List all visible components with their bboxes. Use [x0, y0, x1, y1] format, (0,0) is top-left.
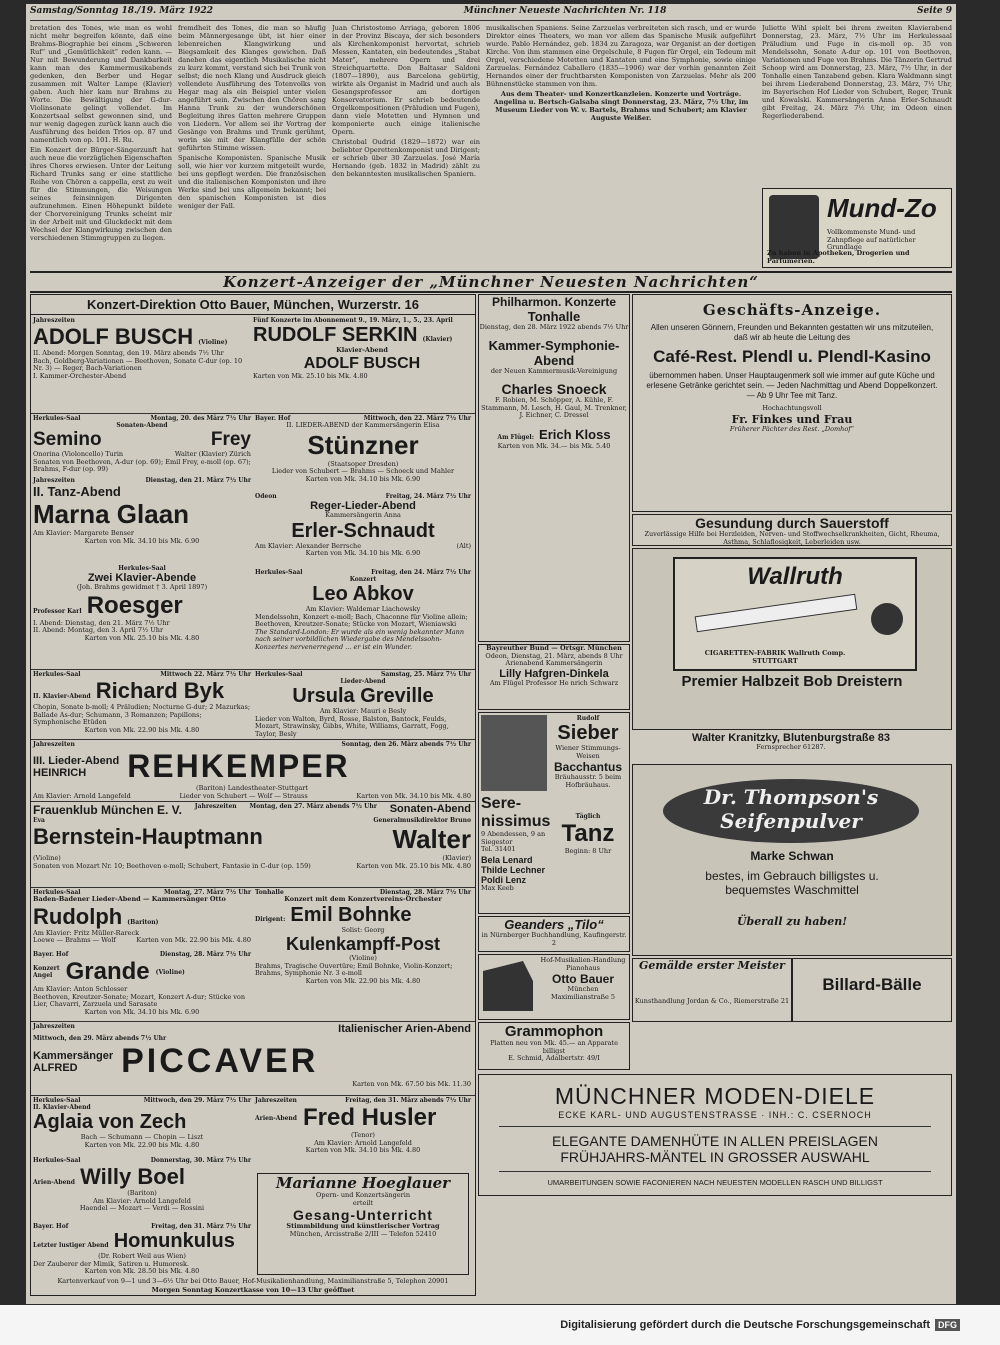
performer-name: Grande [65, 958, 150, 985]
offers-label: erteilt [352, 1198, 374, 1207]
grammophon-ad [478, 1022, 630, 1070]
grande-ad [33, 951, 251, 1017]
event-type: Lieder-Abend [340, 678, 386, 685]
phone: Tel. 31401 [481, 845, 516, 853]
article-column-3 [332, 24, 480, 268]
pianist-name: Erich Kloss [539, 426, 611, 442]
brand-name: Wallruth [747, 563, 843, 590]
venue: Bayer. Hof [255, 415, 291, 422]
price: Karten von Mk. 34.10 bis Mk. 6.90 [305, 474, 421, 483]
event-type: Konzert mit dem Konzertvereins-Orchester [284, 895, 442, 903]
phone: Fernsprecher 61287. [756, 743, 826, 751]
instrument: (Violine) [155, 968, 185, 976]
price: Platten neu von Mk. 45.— an Apparate billigst [490, 1039, 618, 1055]
performer-name: Semino [33, 429, 102, 450]
event-date: Dienstag, den 21. März 7½ Uhr [145, 477, 251, 484]
article-text: Aus dem Theater- und Konzertkanzleien. Konzerte und Vorträge. Angelina u. Bertsch-Galsaba singt Donnerstag, 23. März, 7½ Uhr, im Museum Lieder von W. v. Bartels, Brahms und Schubert; am Klavier Auguste Weißer. [493, 90, 749, 122]
conductor-label: Dirigent: [255, 915, 286, 923]
performer-name: Sieber [557, 722, 619, 744]
event-type: Tanz [561, 820, 615, 847]
performer-name: REHKEMPER [127, 748, 350, 784]
abkov-ad [255, 569, 471, 665]
soloist-name: Kulenkampff-Post [285, 934, 440, 954]
performer-name: ADOLF BUSCH [303, 354, 421, 372]
performer-name: Bernstein-Hauptmann [33, 824, 263, 849]
performer-title: Kammersänger [33, 1049, 114, 1062]
bacchantus-ad [478, 712, 630, 914]
event-type: II. Klavier-Abend [33, 693, 91, 700]
voice-type: (Alt) [456, 541, 471, 550]
event-date: Freitag, 24. März 7½ Uhr [385, 493, 471, 500]
lesson-details: Stimmbildung und künstlerischer Vortrag [286, 1222, 440, 1230]
performer-name: Poldi Lenz [481, 875, 526, 885]
instrument: (Violine) [349, 954, 377, 962]
performer-name: Homunkulus [113, 1230, 235, 1252]
performer-title: Kammersängerin Anna [325, 511, 401, 519]
serenade-illustration-icon [481, 715, 547, 791]
issue-date: Samstag/Sonntag 18./19. März 1922 [30, 6, 214, 16]
ad-title: Gesundung durch Sauerstoff [695, 515, 889, 531]
venue: Herkules-Saal [33, 1097, 81, 1104]
product-lines: Premier Halbzeit Bob Dreistern [681, 673, 903, 690]
event-type: Arien-Abend [255, 1114, 297, 1122]
mundzo-ad [762, 188, 952, 268]
rehkemper-ad [33, 741, 471, 800]
announcement-text: übernommen haben. Unser Hauptaugenmerk soll wie immer auf gute Küche und erlesene Getränke gerichtet sein. — Jeden Nachmittag und Abend Doppelkonzert. — Ab 9 Uhr Tee mit Tanz. [646, 371, 938, 400]
accompanist: Am Klavier: Waldemar Liachowsky [305, 605, 421, 613]
newspaper-name: Münchner Neueste Nachrichten Nr. 118 [463, 6, 667, 16]
accompanist: Am Klavier: Arnold Langefeld [33, 791, 131, 800]
accompanist: Am Klavier: Alexander Berrsche [255, 541, 362, 550]
event-type: III. Lieder-Abend [33, 754, 120, 767]
event-info: II. Abend: Montag, den 3. April 7½ Uhr [33, 626, 164, 634]
event-type: Letzter lustiger Abend [33, 1242, 109, 1249]
homunkulus-ad [33, 1223, 251, 1275]
box-office-info: Morgen Sonntag Konzertkasse von 10—13 Uhr geöffnet [151, 1285, 355, 1294]
dfg-logo-icon: DFG [935, 1319, 960, 1331]
shop-type: Hof-Musikalien-Handlung Pianohaus [540, 956, 626, 972]
performer-first-name: Rudolf [576, 715, 600, 722]
conductor-name: Charles Snoeck [501, 381, 607, 397]
glaan-ad [33, 477, 251, 561]
performer-name: Leo Abkov [312, 583, 414, 605]
event-type: Sonaten-Abend [389, 803, 471, 815]
manufacturer: CIGARETTEN-FABRIK Wallruth Comp. STUTTGART [704, 649, 846, 665]
bohnke-ad [255, 889, 471, 1017]
venue: Herkules-Saal [33, 671, 81, 678]
stuenzner-ad [255, 415, 471, 489]
event-date: Freitag, den 24. März 7½ Uhr [371, 569, 471, 576]
accompanist: Am Klavier: Fritz Müller-Rareck [33, 928, 140, 937]
event-date: Freitag, den 31. März abends 7½ Uhr [345, 1097, 471, 1104]
performer-name: PICCAVER [121, 1042, 319, 1080]
venue: Jahreszeiten [33, 741, 75, 748]
article-text: Juliette Wihl spielt bei ihrem zweiten Klavierabend Donnerstag, 23. März, 7½ Uhr im Herkulessaal Präludium und Fuge in cis-moll op. 35 von Mendelssohn, Sonate A-dur op. 101 von Beethoven, Variationen und Fuge von Brahms. Die Tänzerin Gertrud Schoop wird am Donnerstag, 23. März, 7½ Uhr, in der Tonhalle einen Tanzabend geben. Klara Waldmann singt bei ihrem Liederabend Donnerstag, 23. März, 7½ Uhr, im Bayerischen Hof Lieder von Schubert, Reger, Trunk und Kowalski. Kammersängerin Anna Erler-Schnaudt gibt Freitag, 24. März 7½ Uhr, im Odeon einen Regerliederabend. [762, 24, 952, 120]
organizer: Frauenklub München E. V. [33, 803, 182, 817]
event-date: Samstag, 25. März 7½ Uhr [381, 671, 471, 678]
performer-name: ADOLF BUSCH [33, 324, 194, 349]
mundzo-availability: Zu haben in Apotheken, Drogerien und Parfümerien. [767, 249, 910, 265]
performer-name: Marna Glaan [33, 499, 190, 529]
performer-name: Max Keeb [481, 884, 514, 892]
performer-name: RUDOLF SERKIN [253, 324, 418, 346]
offer-line: FRÜHJAHRS-MÄNTEL IN GROSSER AUSWAHL [560, 1149, 870, 1165]
performer-name: Roesger [86, 591, 183, 619]
event-date: Montag, 20. des März 7½ Uhr [150, 415, 251, 422]
event-date: Freitag, den 31. März 7½ Uhr [151, 1223, 251, 1230]
business-announcement-ad [632, 294, 952, 512]
product-name: Grammophon [504, 1023, 604, 1040]
article-text: Christobal Oudrid (1829—1872) war ein beliebter Operettenkomponist und Dirigent; er schrieb über 30 Zarzuelas. José María Hernando (geb. 1832 in Madrid) zählt zu den bekanntesten musikalischen Spaniern. [332, 138, 480, 178]
venue: Jahreszeiten [33, 1023, 75, 1030]
greville-ad [255, 671, 471, 738]
hoeglauer-ad [257, 1173, 469, 1275]
performer-name: Stünzner [307, 429, 419, 460]
ensemble: der Neuen Kammermusik-Vereinigung [490, 366, 618, 375]
digitization-footer [0, 1305, 1000, 1345]
wallruth-cigarette-ad [632, 548, 952, 730]
event-type: Zwei Klavier-Abende [87, 572, 197, 584]
venue: Jahreszeiten [33, 317, 75, 324]
husler-ad [255, 1097, 471, 1167]
performer-info: (Dr. Robert Weil aus Wien) [98, 1252, 186, 1260]
event-type: Klavier-Abend [336, 346, 388, 354]
article-column-4 [486, 24, 756, 268]
price: Karten von Mk. 25.10 bis Mk. 4.80 [84, 633, 200, 642]
program: Haendel — Mozart — Verdi — Rossini [79, 1204, 205, 1212]
address: Kunsthandlung Jordan & Co., Riemerstraße 21 [634, 997, 790, 1005]
event-date: Dienstag, 28. März 7½ Uhr [379, 889, 471, 896]
venue: Bayer. Hof [33, 1223, 69, 1230]
event-type: Arien-Abend [33, 1179, 75, 1186]
event-date: Odeon, Dienstag, 21. März, abends 8 Uhr [485, 651, 623, 660]
running-header [30, 6, 952, 21]
voice-type: (Bariton) [127, 918, 159, 926]
mundzo-tagline: Vollkommenste Mund- und Zahnpflege auf natürlicher Grundlage [827, 228, 916, 251]
article-text: Ein Konzert der Bürger-Sängerzunft hat auch neue die vorzüglichen Eigenschaften ihres Chores erwiesen. Unter der Leitung Richard Trunks sang er eine stattliche Reihe von Chören a cappella, erst zu weit für die Stimmungen, die Weisungen seines feinsinnigen Dirigenten aufzunehmen. Einen Höhepunkt bildete der Chorvereinigung Trunks scheint mir in der Arbeit mit und Gluckdeckt mit dem Wechsel der Klangwirkung zwischen den verschiedenen Stimmgruppen zu liegen. [30, 146, 172, 242]
proprietor-name: Fr. Finkes und Frau [731, 412, 853, 426]
byk-ad [33, 671, 251, 735]
price: Karten von Mk. 67.50 bis Mk. 11.30 [352, 1080, 471, 1088]
price: Karten von Mk. 28.50 bis Mk. 4.80 [84, 1267, 200, 1275]
paintings-ad [632, 958, 792, 1022]
busch-ad [33, 317, 251, 409]
announcement-text: Allen unseren Gönnern, Freunden und Bekannten gestatten wir uns mitzuteilen, daß wir ab heute die Leitung des [650, 323, 934, 342]
performer-name: Erler-Schnaudt [291, 519, 435, 542]
price: Karten von Mk. 25.10 bis Mk. 4.80 [253, 371, 368, 380]
program: Bach — Schumann — Chopin — Liszt [80, 1133, 204, 1141]
newspaper-page [26, 4, 956, 1304]
article-text: Juan Christostomo Arriaga, geboren 1806 in der Provinz Biscaya, der sich besonders als Kirchenkomponist hervortat, schrieb Messen, Kantaten, ein bedeutendes „Stabat Mater“, mehrere Opern und drei Streichquartette. Don Baltasar Saldoni (1807—1890), aus Barcelona gebürtig, wirkte als Organist in Madrid und auch als Gesangsprofessor am dortigen Konservatorium. Er schrieb bedeutende Orgelkompositionen (Präludien und Fugen), dann viele Motetten und Hymnen und komponierte auch einige italienische Opern. [332, 24, 480, 136]
shop-name: MÜNCHNER MODEN-DIELE [554, 1083, 876, 1109]
performer-name: Aglaia von Zech [33, 1111, 187, 1133]
venue: Herkules-Saal [118, 565, 166, 572]
performer-info: Onorina (Violoncello) Turin [33, 450, 124, 458]
tagline: Der Zauberer der Mimik, Satiren u. Humoresk. [33, 1259, 189, 1268]
price: Karten von Mk. 34.— bis Mk. 5.40 [497, 441, 611, 450]
instrument: (Violine) [198, 339, 228, 346]
voice-type: (Tenor) [351, 1131, 375, 1139]
frauenklub-ad [33, 803, 471, 883]
venue: Bayer. Hof [33, 951, 69, 958]
performer-name: Lilly Hafgren-Dinkela [499, 667, 609, 680]
ticket-sales-info: Kartenverkauf von 9—1 und 3—6½ Uhr bei Otto Bauer, Hof-Musikalienhandlung, Maximilianstraße 5, Telephon 20901 [57, 1276, 449, 1285]
concert-announcements-title: Konzert-Anzeiger der „Münchner Neuesten Nachrichten“ [30, 271, 952, 293]
performer-first-name: Eva [33, 817, 45, 824]
instrument: (Violine) [33, 854, 61, 862]
closing: Hochachtungsvoll [762, 404, 822, 412]
oxygen-therapy-ad [632, 514, 952, 546]
billiard-ad [792, 958, 952, 1022]
program: Loewe — Brahms — Wolf [33, 936, 116, 944]
program: Chopin, Sonate b-moll; 4 Präludien; Nocturne G-dur; 2 Mazurkas; Ballade As-dur; Schumann, 3 Romanzen; Papillons; Symphonische Etüden [33, 703, 251, 726]
venue: Herkules-Saal [33, 415, 81, 422]
venue: Herkules-Saal [255, 671, 303, 678]
event-type: Arienabend Kammersängerin [505, 659, 603, 667]
event-type: Konzert [33, 965, 60, 972]
accompanist: Am Flügel Professor He nrich Schwarz [489, 678, 619, 687]
article-text: bretation des Tones, wie man es wohl nicht mehr begreifen könnte, daß eine Brahms-Biographie bei einem „Schweren Ruf“ und „Gemütlichkeit“ reden kann. — Nur mit Bewunderung und Dankbarkeit kann man des Kammermusikabends gedenken, den Berber und Hegar zusammen mit Walter Lampe (Klavier) gaben. Auch hier kam nur Brahms zu Worte. Die Bewältigung der G-dur-Violinsonate gelingt vollendet. Im Konzertsaal selbst gewonnen sind, und nur wenig dagegen zurück kann auch die Ausführung des beiden Trios op. 87 und namentlich von op. 101. H. Ru. [30, 24, 172, 144]
event-type: Italienischer Arien-Abend [338, 1023, 471, 1035]
cigarette-icon [695, 594, 858, 632]
performer-name: Bela Lenard [481, 855, 533, 865]
accompanist: Am Klavier: Arnold Langefeld [314, 1138, 412, 1147]
piano-label: Am Flügel: [497, 433, 534, 441]
performer-info: Walter (Klavier) Zürich [174, 450, 251, 458]
event-type: Sonaten-Abend [116, 422, 168, 429]
serkin-ad [253, 317, 471, 409]
program: Brahms, Tragische Ouvertüre; Emil Bohnke, Violin-Konzert; Brahms, Symphonie Nr. 3 e-moll [255, 961, 453, 977]
price: Karten von Mk. 25.10 bis Mk. 4.80 [356, 861, 471, 870]
voice-type: (Bariton) [127, 1189, 157, 1197]
venue: Herkules-Saal [33, 889, 81, 896]
proprietor-info: Früherer Pächter des Rest. „Domhof“ [729, 424, 855, 433]
program: Sonaten von Mozart Nr. 10; Beethoven e-moll; Schubert, Fantasie in C-dur (op. 159) [33, 861, 311, 870]
address: E. Schmid, Adalbertstr. 49/I [508, 1054, 600, 1062]
performer-name: Thilde Lechner [481, 865, 546, 875]
moden-diele-ad [478, 1074, 952, 1196]
accompanist: Am Klavier: Margarete Benser [33, 529, 134, 537]
price: Karten von Mk. 34.10 bis Mk. 4.80 [356, 791, 471, 800]
series-title: Philharmon. Konzerte [491, 295, 616, 309]
organizer: Bayreuther Bund — Ortsgr. München [486, 644, 622, 652]
product-name: Billard-Bälle [822, 975, 922, 994]
address: in Nürnberger Buchhandlung, Kaufingerstr. 2 [481, 931, 627, 947]
grand-piano-icon [483, 961, 533, 1011]
program: Bach, Goldberg-Variationen — Beethoven, Sonate C-dur (op. 10 Nr. 3) — Reger, Bach-Variationen [33, 356, 243, 372]
conductor-name: Emil Bohnke [290, 903, 412, 926]
performer-name: Ursula Greville [292, 685, 434, 707]
kranitzky-ad [632, 732, 950, 762]
event-date: Mittwoch, den 29. März abends 7½ Uhr [33, 1035, 167, 1042]
address: München Maximilianstraße 5 [550, 985, 616, 1001]
event-info: 9 Abendessen, 9 an Siegestor [481, 830, 546, 846]
performers: F. Robien, M. Schöpper, A. Kühle, F. Stammann, M. Lesch, H. Gaul, M. Trenkner, J. Eichner, C. Dressel [481, 396, 627, 419]
teacher-title: Opern- und Konzertsängerin [315, 1191, 411, 1199]
performer-name: Fred Husler [303, 1104, 437, 1131]
event-type: Baden-Badener Lieder-Abend — Kammersänger Otto [33, 895, 226, 903]
program: Mendelssohn, Konzert e-moll; Bach, Chaconne für Violine allein; Beethoven, Kreutzer-Sonate; Stücke von Mozart, Wieniawski [255, 612, 468, 628]
instrument: (Klavier) [422, 336, 453, 343]
performer-name: Walter [392, 824, 471, 854]
erler-schnaudt-ad [255, 493, 471, 565]
event-date: Mittwoch, den 29. März 7½ Uhr [143, 1097, 251, 1104]
event-date: Montag, den 27. März abends 7½ Uhr [249, 803, 377, 810]
soloist-label: Solist: Georg [341, 925, 385, 934]
schedule: Täglich [575, 813, 601, 820]
product-name: Geanders „Tilo“ [504, 917, 604, 932]
event-type: Konzert [349, 576, 377, 583]
instrument: (Klavier) [442, 854, 471, 862]
performer-first-name: HEINRICH [33, 766, 87, 779]
performer-first-name: ALFRED [33, 1061, 78, 1074]
address: München, Arcisstraße 2/III — Telefon 52410 [289, 1229, 437, 1238]
event-type: II. Tanz-Abend [33, 484, 121, 499]
teacher-name: Marianne Hoeglauer [275, 1174, 451, 1192]
page-number: Seite 9 [917, 6, 952, 16]
event-date: Dienstag, 28. März 7½ Uhr [159, 951, 251, 958]
concert-direction-title: Konzert-Direktion Otto Bauer, München, Wurzerstr. 16 [31, 295, 475, 315]
program: Lieder von Schubert — Wolf — Strauss [179, 791, 308, 800]
program-title: Sere-nissimus [481, 795, 551, 830]
event-type: II. LIEDER-ABEND der Kammersängerin Elisa [286, 421, 440, 429]
business-name: Walter Kranitzky, Blutenburgstraße 83 [691, 732, 891, 744]
venue: Jahreszeiten [33, 477, 75, 484]
venue: Jahreszeiten [255, 1097, 297, 1104]
price: Karten von Mk. 34.10 bis Mk. 6.90 [305, 549, 421, 557]
venue: Tonhalle [255, 889, 284, 896]
accompanist: Am Klavier: Mauri e Besly [319, 707, 407, 715]
event-date: Sonntag, den 26. März abends 7½ Uhr [341, 741, 471, 748]
article-text: Spanische Komponisten. Spanische Musik soll, wie hier vor kurzem mitgeteilt wurde, bei uns gepflegt werden. Die französischen und die italienischen Komponisten und ihre Werke sind bei uns allgemein bekannt; bei den spanischen Komponisten ist dies weniger der Fall. [178, 154, 326, 210]
seal-icon [871, 603, 903, 635]
event-date: Dienstag, den 28. März 1922 abends 7½ Uhr [479, 323, 629, 331]
event-type: Kammer-Symphonie-Abend [488, 337, 620, 368]
event-date: Mittwoch, den 22. März 7½ Uhr [363, 415, 471, 422]
event-type: II. Klavier-Abend [33, 1104, 91, 1111]
event-info: Beginn: 8 Uhr [564, 847, 612, 855]
event-date: Mittwoch 22. März 7½ Uhr [160, 671, 251, 678]
brand-mark: Marke Schwan [750, 849, 834, 863]
event-type: Reger-Lieder-Abend [310, 500, 416, 512]
event-info: I. Kammer-Orchester-Abend [33, 371, 127, 380]
price: Karten von Mk. 22.90 bis Mk. 4.80 [136, 936, 251, 944]
address: ECKE KARL- UND AUGUSTENSTRASSE · INH.: C. CSERNOCH [558, 1110, 872, 1120]
ad-title: Gemälde erster Meister [639, 959, 785, 972]
semino-frey-ad [33, 415, 251, 473]
ad-text: Zuverlässige Hilfe bei Herzleiden, Nerven- und Stoffwechselkrankheiten, Gicht, Rheuma, Asthma, Schlaflosigkeit, Leberleiden usw. [644, 530, 940, 546]
shop-name: Otto Bauer [551, 972, 614, 986]
press-quote: The Standard-London: Er wurde als ein wenig bekannter Mann nach seiner vorbildlichen Wiedergabe des Mendelssohn-Konzertes nervenerregend ... er ist ein Wunder. [255, 627, 465, 651]
price: Karten von Mk. 34.10 bis Mk. 6.90 [84, 1007, 200, 1016]
venue: Herkules-Saal [255, 569, 303, 576]
event-info: II. Abend: Morgen Sonntag, den 19. März abends 7½ Uhr [33, 349, 224, 357]
restaurant-name: Café-Rest. Plendl u. Plendl-Kasino [653, 347, 931, 366]
performer-info: (Staatsoper Dresden) [327, 459, 399, 468]
roesger-ad [33, 565, 251, 665]
rudolph-ad [33, 889, 251, 947]
accompanist: Am Klavier: Anton Schlosser [33, 985, 128, 993]
boel-ad [33, 1157, 251, 1219]
venue: Herkules-Saal [33, 1157, 81, 1164]
geanders-ad [478, 916, 630, 952]
article-text: musikalischen Spaniens. Seine Zarzuelas verbreiteten sich rasch, und er wurde Direktor eines Theaters, wo man vor allem das Spanische Musik aufgeführt wurde. Pablo Hernández, geb. 1834 zu Zaragoza, war Organist an der dortigen Kirche. Von ihm stammen eine Orgelschule, 8 Fugen für Orgel, ein Tedeum mit Orgel, verschiedene Motetten und Kantaten und eine Symphonie, sowie einige Zarzuelas. Fernández Caballero (1835—1906) war der vorhin genannten Zeit Hernandos einer der fruchtbarsten Komponisten von Zarzuelas. Mehr als 200 Bühnenstücke stammen von ihm. [486, 24, 756, 88]
venue: Odeon [255, 493, 277, 500]
brand-name: Dr. Thompson's Seifenpulver [703, 785, 879, 833]
piano-shop-ad [478, 954, 630, 1020]
zech-ad [33, 1097, 251, 1153]
accompanist: Am Klavier: Arnold Langefeld [93, 1196, 191, 1205]
venue-name: Bacchantus [553, 760, 623, 774]
philharmonic-ad [478, 294, 630, 642]
price: Karten von Mk. 22.90 bis Mk. 4.80 [84, 725, 200, 734]
event-info: I. Abend: Dienstag, den 21. März 7½ Uhr [33, 618, 170, 627]
offer-line: ELEGANTE DAMENHÜTE IN ALLEN PREISLAGEN [552, 1133, 878, 1149]
thompson-soap-ad [632, 764, 952, 956]
program: Sonaten von Beethoven, A-dur (op. 69); Emil Frey, e-moll (op. 67); Brahms, F-dur (op. 99) [33, 457, 251, 473]
performer-name: Richard Byk [95, 678, 225, 703]
article-text: fremdheit des Tones, die man so häufig beim Männergesange übt, ist hier einer lebenreichen Klangwirkung und Biegsamkeit des Klanges gewichen. Daß daneben das eigentlich Musikalische nicht zu kurz kommt, verstand sich bei Trunk von selbst; die noch Klang und Ausdruck gleich vollendete Ausführung des Totenvolks von Hegar mag als ein Beispiel unter vielen angeführt sein. Zwischen den Chören sang Hanna Trunk zu der wunderschönen Begleitung ihres Gatten mehrere Gruppen von Liedern. Vor allem sei ihr Vortrag der Gesänge von Brahms und Trunk gerühmt, worin sie mit der Klangfülle der schön geführten Stimme wissen. [178, 24, 326, 152]
article-column-2 [178, 24, 326, 268]
performer-info: (Bariton) Landestheater-Stuttgart [196, 784, 308, 792]
bayreuther-bund-ad [478, 644, 630, 710]
offer-line: UMARBEITUNGEN SOWIE FACONIEREN NACH NEUESTEN MODELLEN RASCH UND BILLIGST [547, 1178, 883, 1187]
program: Lieder von Schubert — Brahms — Schoeck und Mahler [271, 467, 455, 475]
program: Beethoven, Kreutzer-Sonate; Mozart, Konzert A-dur; Stücke von Lier, Chavarri, Zarzuela und Sarasate [33, 992, 246, 1008]
price: Karten von Mk. 34.10 bis Mk. 4.80 [305, 1146, 421, 1154]
program: Lieder von Walton, Byrd, Rosse, Balston, Bantock, Feulds, Mozart, Strawinsky, Gibbs, White, Williams, Garratt, Fogg, Taylor, Besly [255, 714, 449, 738]
venue: Jahreszeiten [194, 803, 237, 810]
performer-title: Professor Karl [33, 607, 82, 615]
announcement-title: Geschäfts-Anzeige. [702, 301, 882, 319]
event-date: Donnerstag, 30. März 7½ Uhr [150, 1157, 251, 1164]
performer-info: Wiener Stimmungs-Weisen [555, 744, 621, 760]
availability: Überall zu haben! [736, 915, 848, 928]
event-date: Montag, 27. März 7½ Uhr [163, 889, 251, 896]
performer-first-name: Angel [33, 972, 53, 979]
performer-title: Generalmusikdirektor Bruno [373, 817, 471, 824]
article-column-1 [30, 24, 172, 268]
price: Karten von Mk. 22.90 bis Mk. 4.80 [84, 1140, 200, 1149]
piccaver-ad [33, 1023, 471, 1091]
tagline: bestes, im Gebrauch billigstes u. bequemstes Waschmittel [705, 869, 879, 897]
mundzo-brand: Mund-Zo [827, 193, 937, 223]
price: Karten von Mk. 22.90 bis Mk. 4.80 [305, 976, 421, 985]
performer-name: Rudolph [33, 903, 123, 929]
address: Bräuhausstr. 5 beim Hofbräuhaus. [554, 773, 622, 789]
article-column-5 [762, 24, 952, 184]
venue: Tonhalle [527, 309, 581, 324]
performer-name: Willy Boel [80, 1164, 186, 1189]
concert-direction-block [30, 294, 476, 1296]
performer-name: Frey [210, 429, 251, 450]
series-info: Fünf Konzerte im Abonnement 9., 19. März, 1., 5., 23. April [253, 317, 453, 324]
funding-note: Digitalisierung gefördert durch die Deutsche Forschungsgemeinschaft [560, 1319, 930, 1331]
lesson-type: Gesang-Unterricht [293, 1207, 433, 1223]
dedication: (Joh. Brahms gewidmet † 3. April 1897) [76, 583, 208, 591]
price: Karten von Mk. 34.10 bis Mk. 6.90 [84, 536, 200, 545]
